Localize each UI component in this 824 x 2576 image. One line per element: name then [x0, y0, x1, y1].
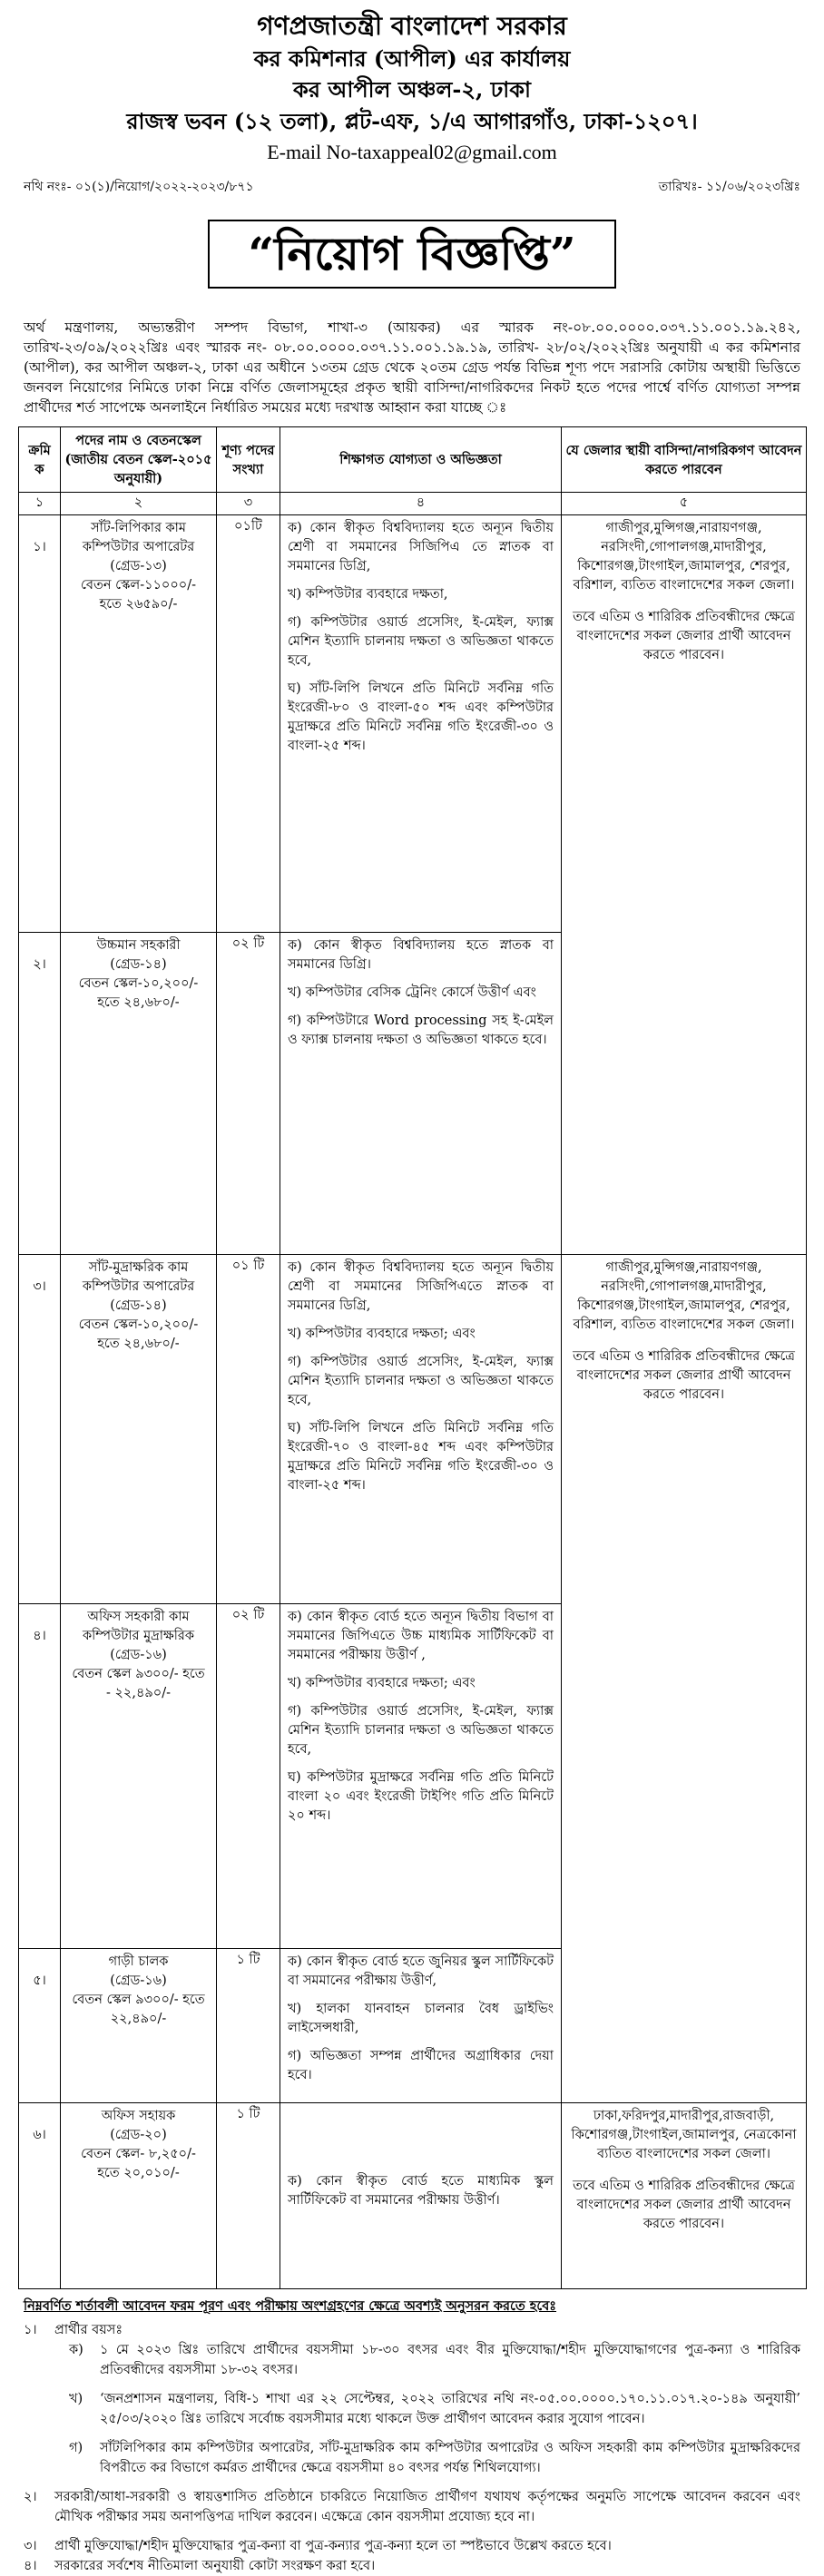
- condition-item: [24, 2320, 800, 2340]
- column-number: ১: [19, 493, 61, 515]
- post-cell: [61, 1604, 217, 1949]
- header-count: শূণ্য পদের সংখ্যা: [217, 427, 280, 493]
- subitem-text: ‘জনপ্রশাসন মন্ত্রণালয়, বিধি-১ শাখা এর ২২ সেপ্টেম্বর, ২০২২ তারিখের নথি নং-০৫.০০.০০০০.১৭০.১১.০১৭.২০-১৪৯ অনুযায়ী’ ২৫/০৩/২০২০ খ্রিঃ তারিখে সর্বোচ্চ বয়সসীমার মধ্যে থাকলে উক্ত প্রার্থীগণ আবেদন করার সুযোগ পাবেন।: [100, 2392, 800, 2426]
- condition-number: ২।: [24, 2490, 37, 2504]
- vacancy-count: ০১ টি: [217, 1255, 280, 1604]
- district-note: তবে এতিম ও শারিরিক প্রতিবন্ধীদের ক্ষেত্রে বাংলাদেশের সকল জেলার প্রার্থী আবেদন করতে পারবেন।: [573, 1349, 795, 1402]
- condition-title: প্রার্থীর বয়সঃ: [54, 2323, 123, 2337]
- qualification-item: ক) কোন স্বীকৃত বিশ্ববিদ্যালয় হতে অন্যূন দ্বিতীয় শ্রেণী বা সমমানের সিজিপিএতে স্নাতক বা সমমানের ডিগ্রি,: [288, 1260, 554, 1313]
- vacancy-table: [18, 426, 807, 2289]
- row-serial: ৩।: [19, 1255, 61, 1604]
- subitem-key: গ): [69, 2441, 83, 2455]
- post-name: সাঁট-লিপিকার কাম কম্পিউটার অপারেটর: [82, 521, 195, 554]
- qualification-item: গ) কম্পিউটার ওয়ার্ড প্রসেসিং, ই-মেইল, ফ্যাক্স মেশিন ইত্যাদি চালনায় দক্ষতা ও অভিজ্ঞতা থাকতে হবে,: [288, 615, 554, 668]
- vacancy-count: ১ টি: [217, 2103, 280, 2289]
- row-serial: ১।: [19, 515, 61, 933]
- notice-title: “নিয়োগ বিজ্ঞপ্তি”: [208, 220, 615, 289]
- column-number: ৫: [562, 493, 807, 515]
- condition-item: [24, 2536, 800, 2556]
- district-cell: [562, 515, 807, 1255]
- condition-item: [24, 2487, 800, 2527]
- post-grade: (গ্রেড-১৪): [110, 1298, 167, 1313]
- qualification-item: গ) কম্পিউটার ওয়ার্ড প্রসেসিং, ই-মেইল, ফ্যাক্স মেশিন ইত্যাদি চালনার দক্ষতা ও অভিজ্ঞতা থাকতে হবে,: [288, 1355, 554, 1407]
- post-pay-scale: বেতন স্কেল ৯৩০০/- হতে - ২২,৪৯০/-: [72, 1667, 205, 1700]
- qualification-cell: [280, 1255, 562, 1604]
- post-grade: (গ্রেড-২০): [110, 2128, 167, 2142]
- qualification-item: ক) কোন স্বীকৃত বোর্ড হতে জুনিয়র স্কুল সার্টিফিকেট বা সমমানের পরীক্ষায় উত্তীর্ণ,: [288, 1954, 554, 1988]
- post-cell: [61, 1949, 217, 2103]
- header-qualification: শিক্ষাগত যোগ্যতা ও অভিজ্ঞতা: [280, 427, 562, 493]
- condition-number: ৩।: [24, 2539, 37, 2553]
- post-pay-scale: বেতন স্কেল-১১০০০/- হতে ২৬৫৯০/-: [80, 578, 196, 612]
- district-cell: [562, 1255, 807, 2103]
- vacancy-count: ১ টি: [217, 1949, 280, 2103]
- row-serial: ৪।: [19, 1604, 61, 1949]
- post-pay-scale: বেতন স্কেল- ৮,২৫০/- হতে ২০,০১০/-: [81, 2147, 196, 2180]
- header-post: পদের নাম ও বেতনস্কেল (জাতীয় বেতন স্কেল-২০১৫ অনুযায়ী): [61, 427, 217, 493]
- office-name: কর কমিশনার (আপীল) এর কার্যালয়: [253, 45, 571, 72]
- subitem-text: সাঁটলিপিকার কাম কম্পিউটার অপারেটর, সাঁট-মুদ্রাক্ষরিক কাম কম্পিউটার অপারেটর ও অফিস সহকারী কাম কম্পিউটার মুদ্রাক্ষরিকদের বিপরীতে কর বিভাগে কর্মরত প্রার্থীদের ক্ষেত্রে বয়সসীমা ৪০ বৎসর পর্যন্ত শিথিলযোগ্য।: [100, 2441, 800, 2475]
- condition-subitem: [69, 2340, 800, 2380]
- district-note: তবে এতিম ও শারিরিক প্রতিবন্ধীদের ক্ষেত্রে বাংলাদেশের সকল জেলার প্রার্থী আবেদন করতে পারবেন।: [573, 2179, 795, 2231]
- district-list: ঢাকা,ফরিদপুর,মাদারীপুর,রাজবাড়ী, কিশোরগঞ্জ,টাংগাইল,জামালপুর, নেত্রকোনা ব্যতিত বাংলাদেশের সকল জেলা।: [571, 2109, 797, 2161]
- condition-number: ৪।: [24, 2559, 37, 2573]
- qualification-item: গ) অভিজ্ঞতা সম্পন্ন প্রার্থীদের অগ্রাধিকার দেয়া হবে।: [288, 2049, 554, 2082]
- notice-date: তারিখঃ- ১১/০৬/২০২৩খ্রিঃ: [658, 180, 800, 194]
- table-header-row: [19, 427, 807, 493]
- conditions-heading: নিম্নবর্ণিত শর্তাবলী আবেদন ফরম পূরণ এবং পরীক্ষায় অংশগ্রহণের ক্ষেত্রে অবশ্যই অনুসরন করতে হবেঃ: [24, 2298, 557, 2314]
- qualification-item: খ) কম্পিউটার ব্যবহারে দক্ষতা; এবং: [288, 1676, 476, 1690]
- intro-paragraph: অর্থ মন্ত্রণালয়, অভ্যন্তরীণ সম্পদ বিভাগ, শাখা-৩ (আয়কর) এর স্মারক নং-০৮.০০.০০০০.০৩৭.১১.০০১.১৯.২৪২, তারিখ-২৩/০৯/২০২২খ্রিঃ এবং স্মারক নং- ০৮.০০.০০০০.০৩৭.১১.০০১.১৯.১৯, তারিখ- ২৮/০২/২০২২খ্রিঃ অনুযায়ী এ কর কমিশনার (আপীল), কর আপীল অঞ্চল-২, ঢাকা এর অধীনে ১৩তম গ্রেড থেকে ২০তম গ্রেড পর্যন্ত বিভিন্ন শূণ্য পদে সরাসরি কোটায় অস্থায়ী ভিত্তিতে জনবল নিয়োগের নিমিত্তে ঢাকা নিম্নে বর্ণিত জেলাসমূহের প্রকৃত স্থায়ী বাসিন্দা/নাগরিকদের নিকট হতে পদের পার্শ্বে বর্ণিত যোগ্যতা সম্পন্ন প্রার্থীদের শর্ত সাপেক্ষে অনলাইনে নির্ধারিত সময়ের মধ্যে দরখাস্ত আহ্বান করা যাচ্ছে ঃ: [24, 319, 800, 416]
- condition-text: সরকারের সর্বশেষ নীতিমালা অনুযায়ী কোটা সংরক্ষণ করা হবে।: [54, 2559, 376, 2573]
- qualification-cell: [280, 1949, 562, 2103]
- row-serial: ৫।: [19, 1949, 61, 2103]
- subitem-key: ক): [69, 2343, 83, 2357]
- vacancy-count: ০১টি: [217, 515, 280, 933]
- column-number: ২: [61, 493, 217, 515]
- post-pay-scale: বেতন স্কেল-১০,২০০/- হতে ২৪,৬৮০/-: [78, 1317, 199, 1351]
- district-cell: [562, 2103, 807, 2289]
- post-pay-scale: বেতন স্কেল ৯৩০০/- হতে ২২,৪৯০/-: [72, 1993, 205, 2026]
- qualification-item: ক) কোন স্বীকৃত বোর্ড হতে মাধ্যমিক স্কুল সার্টিফিকেট বা সমমানের পরীক্ষায় উত্তীর্ণ।: [288, 2174, 554, 2208]
- district-list: গাজীপুর,মুন্সিগঞ্জ,নারায়ণগঞ্জ, নরসিংদী,গোপালগঞ্জ,মাদারীপুর, কিশোরগঞ্জ,টাংগাইল,জামালপুর, শেরপুর, বরিশাল, ব্যতিত বাংলাদেশের সকল জেলা।: [573, 521, 795, 593]
- conditions-section: [24, 2297, 800, 2576]
- row-serial: ৬।: [19, 2103, 61, 2289]
- qualification-item: ঘ) কম্পিউটার মুদ্রাক্ষরে সর্বনিম্ন গতি প্রতি মিনিটে বাংলা ২০ এবং ইংরেজী টাইপিং গতি প্রতি মিনিটে ২০ শব্দ।: [288, 1770, 554, 1823]
- post-name: উচ্চমান সহকারী: [96, 938, 181, 953]
- header-serial: ক্রমি ক: [19, 427, 61, 493]
- letterhead: [18, 0, 806, 167]
- qualification-item: ঘ) সাঁট-লিপি লিখনে প্রতি মিনিটে সর্বনিম্ন গতি ইংরেজী-৮০ ও বাংলা-৫০ শব্দ এবং কম্পিউটার মুদ্রাক্ষরে প্রতি মিনিটে সর্বনিম্ন গতি ইংরেজী-৩০ ও বাংলা-২৫ শব্দ।: [288, 681, 554, 753]
- zone-name: কর আপীল অঞ্চল-২, ঢাকা: [293, 76, 531, 103]
- vacancy-count: ০২ টি: [217, 933, 280, 1255]
- condition-item: [24, 2556, 800, 2576]
- district-list: গাজীপুর,মুন্সিগঞ্জ,নারায়ণগঞ্জ, নরসিংদী,গোপালগঞ্জ,মাদারীপুর, কিশোরগঞ্জ,টাংগাইল,জামালপুর, শেরপুর, বরিশাল, ব্যতিত বাংলাদেশের সকল জেলা।: [573, 1260, 795, 1332]
- column-number: ৩: [217, 493, 280, 515]
- post-grade: (গ্রেড-১৪): [110, 957, 167, 972]
- qualification-cell: [280, 2103, 562, 2289]
- vacancy-count: ০২ টি: [217, 1604, 280, 1949]
- qualification-item: গ) কম্পিউটারে Word processing সহ ই-মেইল ও ফ্যাক্স চালনায় দক্ষতা ও অভিজ্ঞতা থাকতে হবে।: [288, 1014, 554, 1047]
- qualification-cell: [280, 933, 562, 1255]
- row-serial: ২।: [19, 933, 61, 1255]
- title-wrap: [18, 220, 806, 289]
- qualification-item: ঘ) সাঁট-লিপি লিখনে প্রতি মিনিটে সর্বনিম্ন গতি ইংরেজী-৭০ ও বাংলা-৪৫ শব্দ এবং কম্পিউটার মুদ্রাক্ষরে প্রতি মিনিটে সর্বনিম্ন গতি ইংরেজী-৩০ ও বাংলা-২৫ শব্দ।: [288, 1421, 554, 1493]
- subitem-text: ১ মে ২০২৩ খ্রিঃ তারিখে প্রার্থীদের বয়সসীমা ১৮-৩০ বৎসর এবং বীর মুক্তিযোদ্ধা/শহীদ মুক্তিযোদ্ধাগণের পুত্র-কন্যা ও শারিরিক প্রতিবন্ধীদের বয়সসীমা ১৮-৩২ বৎসর।: [100, 2343, 800, 2377]
- qualification-item: খ) হালকা যানবাহন চালনার বৈধ ড্রাইভিং লাইসেন্সধারী,: [288, 2002, 554, 2035]
- post-cell: [61, 933, 217, 1255]
- qualification-item: খ) কম্পিউটার ব্যবহারে দক্ষতা,: [288, 587, 448, 602]
- post-cell: [61, 2103, 217, 2289]
- post-grade: (গ্রেড-১৬): [110, 1648, 167, 1662]
- qualification-item: ক) কোন স্বীকৃত বিশ্ববিদ্যালয় হতে অন্যূন দ্বিতীয় শ্রেণী বা সমমানের সিজিপিএ তে স্নাতক বা সমমানের ডিগ্রি,: [288, 521, 554, 573]
- condition-subitem: [69, 2438, 800, 2478]
- table-row: [19, 515, 807, 933]
- qualification-item: গ) কম্পিউটার ওয়ার্ড প্রসেসিং, ই-মেইল, ফ্যাক্স মেশিন ইত্যাদি চালনার দক্ষতা ও অভিজ্ঞতা থাকতে হবে,: [288, 1704, 554, 1757]
- district-note: তবে এতিম ও শারিরিক প্রতিবন্ধীদের ক্ষেত্রে বাংলাদেশের সকল জেলার প্রার্থী আবেদন করতে পারবেন।: [573, 610, 795, 662]
- condition-text: প্রার্থী মুক্তিযোদ্ধা/শহীদ মুক্তিযোদ্ধার পুত্র-কন্যা বা পুত্র-কন্যার পুত্র-কন্যা হলে তা স্পষ্টভাবে উল্লেখ করতে হবে।: [54, 2539, 612, 2553]
- condition-number: ১।: [24, 2323, 37, 2337]
- table-row: [19, 1255, 807, 1604]
- condition-text: সরকারী/আধা-সরকারী ও স্বায়ত্তশাসিত প্রতিষ্ঠানে চাকরিতে নিয়োজিত প্রার্থীগণ যথাযথ কর্তৃপক্ষের অনুমতি সাপেক্ষে আবেদন করবেন এবং মৌখিক পরীক্ষার সময় অনাপত্তিপত্র দাখিল করবেন। এক্ষেত্রে কোন বয়সসীমা প্রযোজ্য হবে না।: [54, 2490, 800, 2524]
- qualification-cell: [280, 1604, 562, 1949]
- column-number-row: [19, 493, 807, 515]
- office-email: E-mail No-taxappeal02@gmail.com: [267, 141, 557, 163]
- reference-row: [18, 176, 806, 198]
- qualification-item: ক) কোন স্বীকৃত বোর্ড হতে অন্যূন দ্বিতীয় বিভাগ বা সমমানের জিপিএতে উচ্চ মাধ্যমিক সার্টিফিকেট বা সমমানের পরীক্ষায় উত্তীর্ণ ,: [288, 1610, 554, 1662]
- qualification-item: খ) কম্পিউটার বেসিক ট্রেনিং কোর্সে উত্তীর্ণ এবং: [288, 985, 536, 1000]
- subitem-key: খ): [69, 2392, 83, 2406]
- post-cell: [61, 1255, 217, 1604]
- post-name: গাড়ী চালক: [108, 1954, 169, 1969]
- post-name: সাঁট-মুদ্রাক্ষরিক কাম কম্পিউটার অপারেটর: [82, 1260, 195, 1294]
- post-cell: [61, 515, 217, 933]
- file-number: নথি নংঃ- ০১(১)/নিয়োগ/২০২২-২০২৩/৮৭১: [24, 180, 254, 194]
- qualification-item: ক) কোন স্বীকৃত বিশ্ববিদ্যালয় হতে স্নাতক বা সমমানের ডিগ্রি।: [288, 938, 554, 972]
- office-address: রাজস্ব ভবন (১২ তলা), প্লট-এফ, ১/এ আগারগাঁও, ঢাকা-১২০৭।: [126, 108, 698, 134]
- post-name: অফিস সহায়ক: [101, 2109, 176, 2123]
- condition-subitem: [69, 2389, 800, 2429]
- column-number: ৪: [280, 493, 562, 515]
- post-name: অফিস সহকারী কাম কম্পিউটার মুদ্রাক্ষরিক: [83, 1610, 194, 1643]
- post-grade: (গ্রেড-১৩): [110, 559, 167, 573]
- government-name: গণপ্রজাতন্ত্রী বাংলাদেশ সরকার: [257, 11, 567, 41]
- post-pay-scale: বেতন স্কেল-১০,২০০/- হতে ২৪,৬৮০/-: [78, 976, 199, 1010]
- table-row: [19, 2103, 807, 2289]
- post-grade: (গ্রেড-১৬): [110, 1974, 167, 1988]
- qualification-cell: [280, 515, 562, 933]
- header-districts: যে জেলার স্থায়ী বাসিন্দা/নাগরিকগণ আবেদন করতে পারবেন: [562, 427, 807, 493]
- qualification-item: খ) কম্পিউটার ব্যবহারে দক্ষতা; এবং: [288, 1327, 476, 1341]
